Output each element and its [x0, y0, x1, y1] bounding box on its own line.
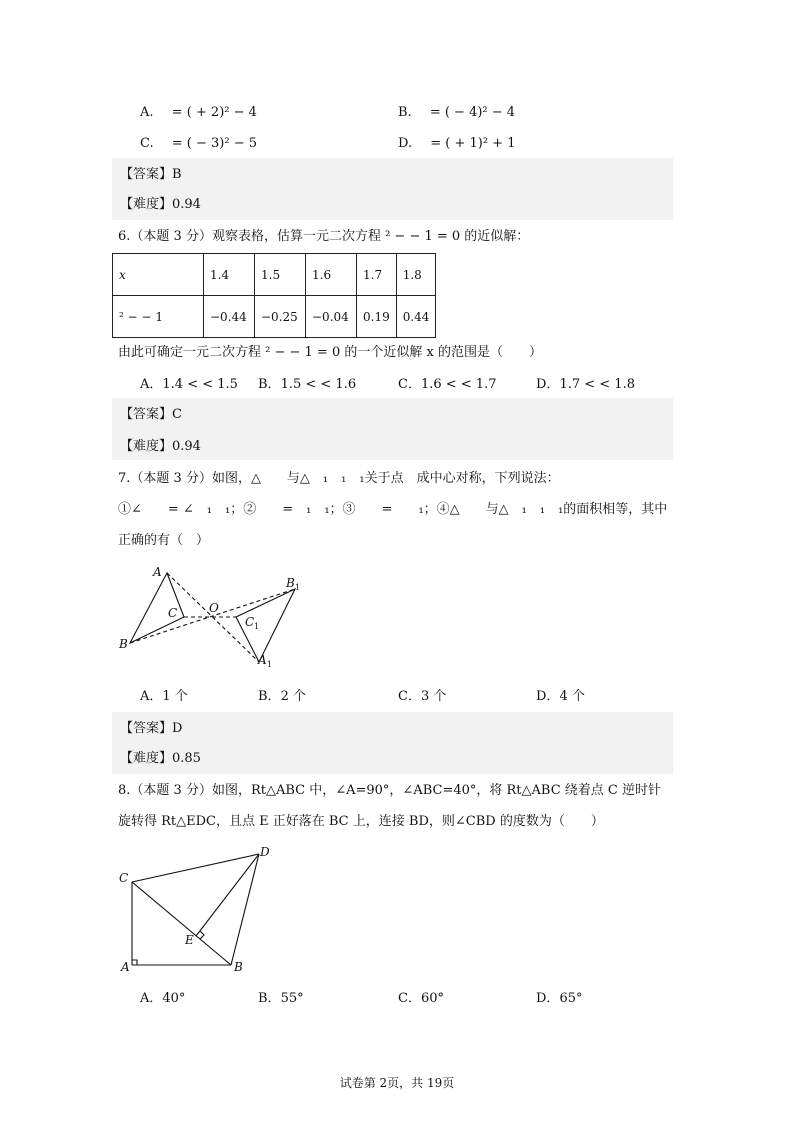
table-row	[113, 296, 436, 338]
label-c1: C	[245, 615, 255, 629]
q7-option-b: B．2 个	[258, 689, 306, 704]
table-cell: 1.6	[306, 254, 357, 296]
table-cell: −0.04	[306, 296, 357, 338]
page-footer: 试卷第 2页，共 19页	[339, 1076, 455, 1090]
label-o: O	[209, 601, 219, 615]
q5-difficulty: 【难度】0.94	[120, 197, 201, 212]
q7-stem: 7.（本题 3 分）如图，△ 与△ ₁ ₁ ₁关于点 成中心对称，下列说法：	[118, 471, 560, 486]
table-cell: ² − − 1	[113, 296, 204, 338]
q5-option-b: B. = ( − 4)² − 4	[398, 105, 516, 120]
q6-answer-box	[112, 398, 673, 460]
label-c: C	[119, 871, 129, 885]
label-b1: B	[286, 576, 295, 590]
q6-after-text: 由此可确定一元二次方程 ² − − 1 = 0 的一个近似解 x 的范围是（ ）	[118, 345, 542, 360]
table-cell: 1.4	[204, 254, 255, 296]
q8-option-d: D．65°	[536, 991, 583, 1006]
table-cell: −0.44	[204, 296, 255, 338]
q6-difficulty: 【难度】0.94	[120, 439, 201, 454]
table-row	[113, 254, 436, 296]
label-a1: A	[258, 653, 267, 667]
q5-option-d: D. = ( + 1)² + 1	[398, 136, 516, 151]
label-c1-sub: 1	[254, 622, 260, 631]
q7-answer-box	[112, 712, 673, 774]
label-b: B	[234, 960, 243, 974]
q6-option-c: C．1.6 < < 1.7	[398, 377, 497, 392]
label-a: A	[153, 565, 162, 579]
label-b: B	[119, 637, 128, 651]
q5-answer: 【答案】B	[120, 167, 182, 182]
q7-option-a: A．1 个	[140, 689, 188, 704]
q6-option-b: B．1.5 < < 1.6	[258, 377, 357, 392]
q8-stem-line2: 旋转得 Rt△EDC，且点 E 正好落在 BC 上，连接 BD，则∠CBD 的度数为（ ）	[118, 814, 604, 829]
q7-statements: ①∠ = ∠ ₁ ₁；② = ₁ ₁；③ = ₁；④△ 与△ ₁ ₁ ₁的面积相等，其中	[118, 502, 668, 517]
table-cell: 1.7	[357, 254, 397, 296]
q8-option-c: C．60°	[398, 991, 444, 1006]
q7-difficulty: 【难度】0.85	[120, 751, 201, 766]
table-cell: 0.44	[396, 296, 436, 338]
q7-answer: 【答案】D	[120, 721, 183, 736]
table-cell: −0.25	[255, 296, 306, 338]
q5-option-a: A. = ( + 2)² − 4	[140, 105, 257, 120]
q6-stem: 6.（本题 3 分）观察表格，估算一元二次方程 ² − − 1 = 0 的近似解：	[118, 229, 530, 244]
q6-option-d: D．1.7 < < 1.8	[536, 377, 635, 392]
q8-option-b: B．55°	[258, 991, 304, 1006]
table-cell: 1.5	[255, 254, 306, 296]
label-a: A	[121, 960, 130, 974]
q6-answer: 【答案】C	[120, 407, 182, 422]
label-d: D	[260, 845, 270, 859]
q7-figure	[112, 560, 312, 675]
table-cell: x	[113, 254, 204, 296]
q5-answer-box	[112, 158, 673, 220]
q7-question: 正确的有（ ）	[118, 533, 210, 548]
q8-figure	[112, 840, 282, 980]
q8-stem: 8.（本题 3 分）如图，Rt△ABC 中，∠A=90°，∠ABC=40°，将 Rt△ABC 绕着点 C 逆时针	[118, 783, 661, 798]
table-cell: 1.8	[396, 254, 436, 296]
q7-option-c: C．3 个	[398, 689, 447, 704]
label-b1-sub: 1	[295, 583, 301, 592]
label-a1-sub: 1	[267, 660, 273, 669]
q6-table	[112, 253, 436, 338]
q7-option-d: D．4 个	[536, 689, 585, 704]
label-e: E	[185, 933, 194, 947]
q5-option-c: C. = ( − 3)² − 5	[140, 136, 258, 151]
q6-option-a: A．1.4 < < 1.5	[140, 377, 238, 392]
label-c: C	[168, 606, 178, 620]
q8-option-a: A．40°	[140, 991, 186, 1006]
table-cell: 0.19	[357, 296, 397, 338]
